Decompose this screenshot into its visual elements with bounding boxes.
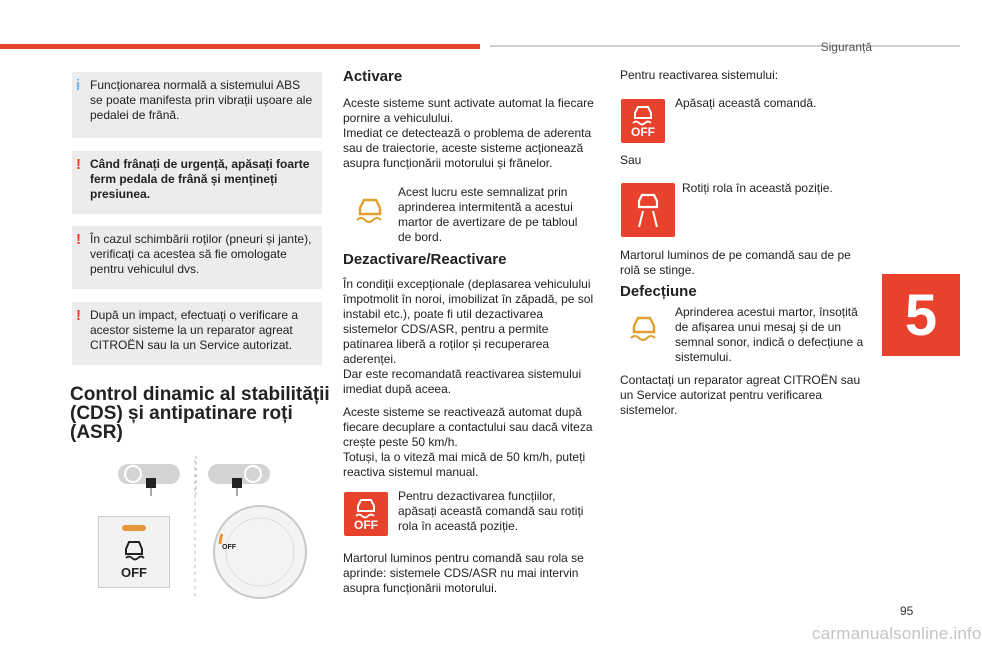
esp-off-command-icon (344, 492, 388, 536)
activare-lamp-text: Acest lucru este semnalizat prin aprinderea intermitentă a acestui martor de avertizare de pe tabloul de bord. (398, 185, 578, 244)
dezactivare-text: În condiții excepționale (deplasarea vehiculului împotmolit în noroi, imobilizat în zăpadă, pe sol instabil etc.), poate fi util dezactivarea sistemelor CDS/ASR, pentru a permite patinarea liberă a roților și recuperarea aderenței. Dar este recomandată reactivarea sistemului imediat după aceea. (343, 277, 594, 396)
header-divider (490, 45, 960, 47)
note-text: După un impact, efectuați o verificare a acestor sisteme la un reparator agreat CITROËN sau la un Service autorizat. (90, 308, 299, 352)
reactivare-lamp-text: Martorul luminos de pe comandă sau de pe rolă se stinge. (620, 248, 851, 277)
esp-warning-lamp-icon (352, 196, 388, 226)
dezactivare-lamp-text: Martorul luminos pentru comandă sau rola se aprinde: sistemele CDS/ASR nu mai intervin asupra funcționării motorului. (343, 551, 584, 595)
main-title: Control dinamic al stabilității (CDS) și antipatinare roți (ASR) (70, 384, 330, 443)
esp-fault-lamp-icon (626, 314, 662, 344)
steering-wheel-illustration (108, 456, 288, 496)
note-text: În cazul schimbării roților (pneuri și jante), verificați ca acestea să fie omologate pentru vehiculul dvs. (90, 232, 312, 276)
header-accent-bar (0, 44, 480, 49)
info-icon: i (76, 77, 81, 94)
button-led (122, 525, 146, 531)
illustration-divider (192, 460, 198, 600)
defectiune-text: Aprinderea acestui martor, însoțită de afișarea unui mesaj și de un semnal sonor, indică o defecțiune a sistemului. (675, 305, 864, 364)
drive-mode-dial-illustration (212, 504, 308, 600)
chapter-tab: 5 (882, 274, 960, 356)
dezactivare-command-text: Pentru dezactivarea funcțiilor, apăsați această comandă sau rotiți rola în această poziție. (398, 489, 584, 533)
warning-icon: ! (76, 156, 81, 173)
reactivare-press-text: Apăsați această comandă. (675, 96, 817, 110)
button-off-label: OFF (121, 565, 147, 580)
off-label: OFF (354, 518, 378, 532)
reactivare-intro: Pentru reactivarea sistemului: (620, 68, 779, 82)
section-title-defectiune: Defecțiune (620, 283, 697, 300)
activare-text: Aceste sisteme sunt activate automat la fiecare pornire a vehiculului. Imediat ce detectează o problema de aderenta sau de traiectorie, aceste sisteme acționează asupra funcționării motorului și frânelor. (343, 96, 594, 170)
note-text: Funcționarea normală a sistemului ABS se poate manifesta prin vibrații ușoare ale pedalei de frână. (90, 78, 313, 122)
warning-icon: ! (76, 231, 81, 248)
defectiune-contact-text: Contactați un reparator agreat CITROËN sau un Service autorizat pentru verificarea sistemelor. (620, 373, 861, 417)
warning-icon: ! (76, 307, 81, 324)
esp-car-icon (122, 539, 146, 561)
esp-off-command-icon (621, 99, 665, 143)
page-number: 95 (900, 604, 914, 618)
note-warning-braking (72, 151, 322, 214)
reactivare-or: Sau (620, 153, 642, 167)
dial-off-label: OFF (222, 544, 236, 551)
note-warning-wheels (72, 226, 322, 289)
off-label: OFF (631, 125, 655, 139)
traction-mode-icon (621, 183, 675, 237)
note-text: Când frânați de urgență, apăsați foarte ferm pedala de frână și mențineți presiunea. (90, 157, 310, 201)
note-info-abs (72, 72, 322, 138)
esp-off-button-illustration (98, 516, 170, 588)
section-title-dezactivare: Dezactivare/Reactivare (343, 251, 507, 268)
reactivare-rotate-text: Rotiți rola în această poziție. (682, 181, 833, 195)
section-title-activare: Activare (343, 68, 403, 85)
note-warning-impact (72, 302, 322, 365)
reactivare-auto-text: Aceste sisteme se reactivează automat după fiecare decuplare a contactului sau dacă viteza crește peste 50 km/h. Totuși, la o viteză mai mică de 50 km/h, puteți reactiva sistemul manual. (343, 405, 593, 479)
section-title: Siguranță (820, 40, 872, 54)
watermark: carmanualsonline.info (812, 624, 982, 643)
